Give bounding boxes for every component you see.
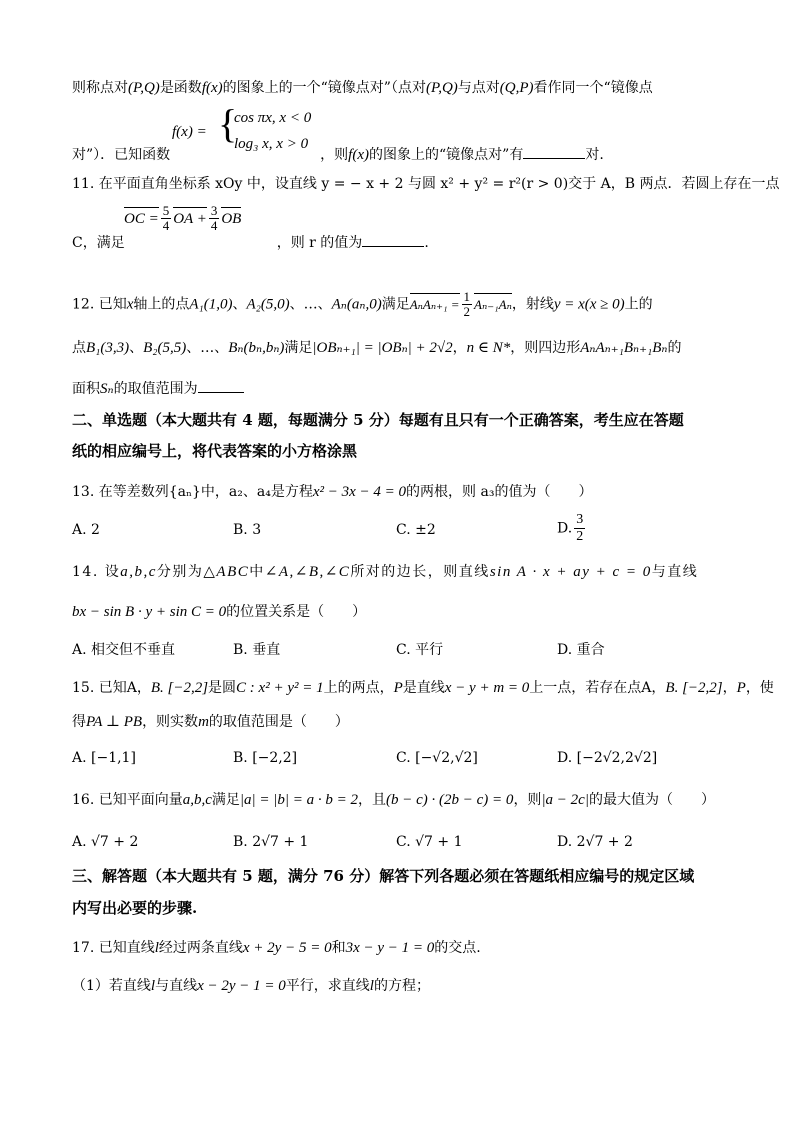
q15-line2: [72, 712, 349, 732]
answer-blank-12[interactable]: [198, 378, 244, 393]
text: 与点对: [457, 80, 500, 96]
p11-formula: [124, 204, 241, 233]
q15-option-a[interactable]: A. [−1,1]: [72, 750, 136, 766]
text: 的方程；: [373, 978, 430, 994]
math-line2: bx − sin B · y + sin C = 0: [72, 604, 227, 620]
q16-option-b[interactable]: B. 2√7 + 1: [233, 834, 309, 850]
text: ，且: [358, 792, 387, 808]
math-l: l: [369, 978, 374, 994]
text: 满足: [381, 296, 410, 313]
text: 15. 已知A，: [72, 680, 151, 696]
text: 、…、: [289, 296, 332, 313]
den: 2: [576, 529, 584, 544]
text: 得: [72, 714, 86, 730]
text: 的最大值为（ ）: [588, 792, 715, 808]
section-2-heading-line2: 纸的相应编号上，将代表答案的小方格涂黑: [72, 442, 358, 460]
text: 对”）．已知函数: [72, 147, 171, 163]
q14-line1: [72, 562, 698, 582]
math-fx: f(x): [201, 80, 223, 96]
math-p: P: [393, 680, 403, 696]
frac-3-4: [209, 204, 220, 233]
p12-line2: [72, 338, 682, 358]
text: ，射线: [511, 296, 554, 313]
math-perp: PA ⊥ PB: [86, 714, 143, 730]
text: ，则四边形: [510, 340, 581, 356]
math-a2: A₂(5,0): [246, 296, 290, 313]
math-quad: AₙAₙ₊₁Bₙ₊₁Bₙ: [580, 340, 668, 356]
q15-line1: [72, 678, 774, 698]
p12-line3: [72, 378, 244, 399]
q14-option-a[interactable]: A. 相交但不垂直: [72, 642, 176, 658]
piecewise-case1: cos πx, x < 0: [234, 110, 312, 126]
q15-option-b[interactable]: B. [−2,2]: [233, 750, 298, 766]
math-fx: f(x): [348, 147, 369, 163]
text: 满足: [211, 792, 240, 808]
math-ray: y = x(x ≥ 0): [553, 296, 625, 313]
math-l: l: [150, 978, 156, 994]
math-p: P: [736, 680, 746, 696]
math-qp: (Q,P): [499, 80, 534, 96]
q16-option-a[interactable]: A. √7 + 2: [72, 834, 139, 850]
num: 3: [210, 203, 218, 218]
math-e1: x + 2y − 5 = 0: [242, 940, 332, 956]
text: 和: [331, 940, 346, 956]
text: 的位置关系是（ ）: [226, 604, 367, 620]
text: 、…、: [186, 340, 229, 356]
piecewise-case2: log₃ x, x > 0: [234, 136, 309, 152]
math-b1: B₁(3,3): [86, 340, 130, 356]
text: 、: [129, 340, 144, 356]
text: 点: [72, 340, 86, 356]
p12-line1: [72, 290, 653, 319]
den: 2: [463, 304, 471, 319]
math-eq: x² − 3x − 4 = 0: [312, 484, 407, 500]
math-pq: (P,Q): [425, 80, 458, 96]
text: 轴上的点: [133, 296, 190, 313]
piecewise-brace: {: [218, 101, 238, 146]
math-l: l: [154, 940, 159, 956]
q15-option-c[interactable]: C. [−√2,√2]: [396, 750, 478, 766]
text: 13. 在等差数列{aₙ}中，a₂、a₄是方程: [72, 484, 313, 500]
den: 4: [210, 218, 218, 233]
text: .: [424, 235, 429, 251]
text: 12. 已知: [72, 296, 127, 313]
q16-option-c[interactable]: C. √7 + 1: [396, 834, 463, 850]
text: ，则: [320, 147, 349, 163]
text: 上的: [624, 296, 653, 313]
math-bn: Bₙ(bₙ,bₙ): [228, 340, 285, 356]
text: 17. 已知直线: [72, 940, 155, 956]
text: 所对的边长，则直线: [350, 564, 490, 580]
text: 的取值范围是（ ）: [208, 714, 349, 730]
text: 平行，求直线: [285, 978, 370, 994]
q16-line1: [72, 790, 715, 810]
q13-stem: [72, 482, 592, 502]
text: 看作同一个“镜像点: [533, 80, 653, 96]
p11-line1: 11. 在平面直角坐标系 xOy 中，设直线 y = − x + 2 与圆 x² + y² = r²(r > 0)交于 A，B 两点．若圆上存在一点: [72, 176, 780, 192]
math-obn: |OBₙ₊₁| = |OBₙ| + 2√2: [312, 340, 453, 356]
answer-blank-11[interactable]: [362, 232, 424, 247]
section-3-heading-line2: 内写出必要的步骤.: [72, 899, 198, 917]
math-b2: B₂(5,5): [143, 340, 187, 356]
text: 的图象上的一个“镜像点对”（点对: [222, 80, 426, 96]
math-line: x − y + m = 0: [444, 680, 530, 696]
text: 分别为: [156, 564, 204, 580]
text: 则称点对: [72, 80, 128, 96]
text: （1）若直线: [72, 978, 151, 994]
text: 14. 设: [72, 564, 121, 580]
frac-1-2: [462, 290, 473, 319]
q14-option-b[interactable]: B. 垂直: [233, 642, 281, 658]
q15-option-d[interactable]: D. [−2√2,2√2]: [557, 750, 658, 766]
math-x: x: [126, 296, 134, 313]
text: ，使: [745, 680, 774, 696]
vec-oc: OC =: [124, 210, 159, 227]
math-e3: x − 2y − 1 = 0: [197, 978, 286, 994]
text: 的取值范围为: [113, 381, 198, 397]
answer-blank-10[interactable]: [523, 144, 585, 159]
text: 中: [249, 564, 265, 580]
text: 的图象上的“镜像点对”有: [369, 147, 524, 163]
q13-option-d[interactable]: [557, 512, 587, 545]
text: 面积: [72, 381, 100, 397]
p10-line2: [72, 144, 604, 165]
text: 、: [232, 296, 247, 313]
text: 上的两点，: [323, 680, 394, 696]
frac-5-4: [161, 204, 172, 233]
den: 4: [162, 218, 170, 233]
math-b: B. [−2,2]: [665, 680, 723, 696]
text: 是圆: [208, 680, 237, 696]
math-sn: Sₙ: [100, 381, 114, 397]
num: 3: [576, 512, 584, 527]
math-angles: ∠A,∠B,∠C: [264, 564, 351, 580]
section-2-heading-line1: 二、单选题（本大题共有 4 题，每题满分 5 分）每题有且只有一个正确答案，考生应在答题: [72, 411, 684, 429]
text: 上一点，若存在点A，: [529, 680, 666, 696]
text: 经过两条直线: [158, 940, 243, 956]
text: ，则实数: [142, 714, 199, 730]
math-line1: sin A · x + ay + c = 0: [489, 564, 652, 580]
frac-3-2: [574, 512, 585, 545]
text: 与直线: [155, 978, 198, 994]
num: 5: [162, 203, 170, 218]
text: ，则: [513, 792, 542, 808]
q13-option-b[interactable]: B. 3: [233, 522, 262, 538]
math-abc: a,b,c: [120, 564, 157, 580]
q14-option-d[interactable]: D. 重合: [557, 642, 605, 658]
math-e2: 3x − y − 1 = 0: [345, 940, 435, 956]
p10-line1: [72, 78, 653, 98]
text: 的两根，则 a₃的值为（ ）: [406, 484, 593, 500]
vec-an-1an: Aₙ₋₁Aₙ: [474, 295, 512, 315]
math-cond2: (b − c) · (2b − c) = 0: [386, 792, 514, 808]
math-m: m: [198, 714, 209, 730]
math-b: B. [−2,2]: [150, 680, 209, 696]
text: 是函数: [159, 80, 202, 96]
text: ，则 r 的值为: [276, 235, 363, 251]
q13-option-c[interactable]: C. ±2: [396, 522, 436, 538]
math-pq: (P,Q): [128, 80, 160, 96]
text: 对.: [585, 147, 604, 163]
text: ，: [722, 680, 737, 696]
text: D.: [557, 520, 573, 537]
piecewise-fx-label: f(x) =: [172, 124, 207, 140]
math-tri: △ABC: [203, 564, 250, 580]
q14-option-c[interactable]: C. 平行: [396, 642, 444, 658]
text: 是直线: [402, 680, 445, 696]
q16-option-d[interactable]: D. 2√7 + 2: [557, 834, 633, 850]
text: 满足: [284, 340, 313, 356]
num: 1: [463, 289, 471, 304]
math-nset: n ∈ N*: [466, 340, 511, 356]
p11-line2: [72, 232, 429, 253]
math-an: Aₙ(aₙ,0): [331, 296, 382, 313]
text: 的交点.: [434, 940, 481, 956]
math-circle: C : x² + y² = 1: [236, 680, 324, 696]
text: 的: [667, 340, 682, 356]
q14-line2: [72, 602, 366, 622]
text: 与直线: [651, 564, 699, 580]
vec-anan1: AₙAₙ₊₁ =: [410, 295, 460, 315]
math-fx: f(x): [172, 124, 193, 140]
math-vecs: a,b,c: [182, 792, 212, 808]
text: 16. 已知平面向量: [72, 792, 183, 808]
q13-option-a[interactable]: A. 2: [72, 522, 100, 538]
q17-line1: [72, 938, 481, 958]
text: C，满足: [72, 235, 125, 251]
q17-subq1: [72, 976, 430, 996]
vec-ob: OB: [221, 210, 242, 227]
text: ，: [452, 340, 467, 356]
vec-oa: OA +: [173, 210, 207, 227]
section-3-heading-line1: 三、解答题（本大题共有 5 题，满分 76 分）解答下列各题必须在答题纸相应编号的规定区域: [72, 867, 695, 885]
math-cond: |a| = |b| = a · b = 2: [239, 792, 359, 808]
math-target: |a − 2c|: [541, 792, 589, 808]
math-a1: A₁(1,0): [189, 296, 233, 313]
